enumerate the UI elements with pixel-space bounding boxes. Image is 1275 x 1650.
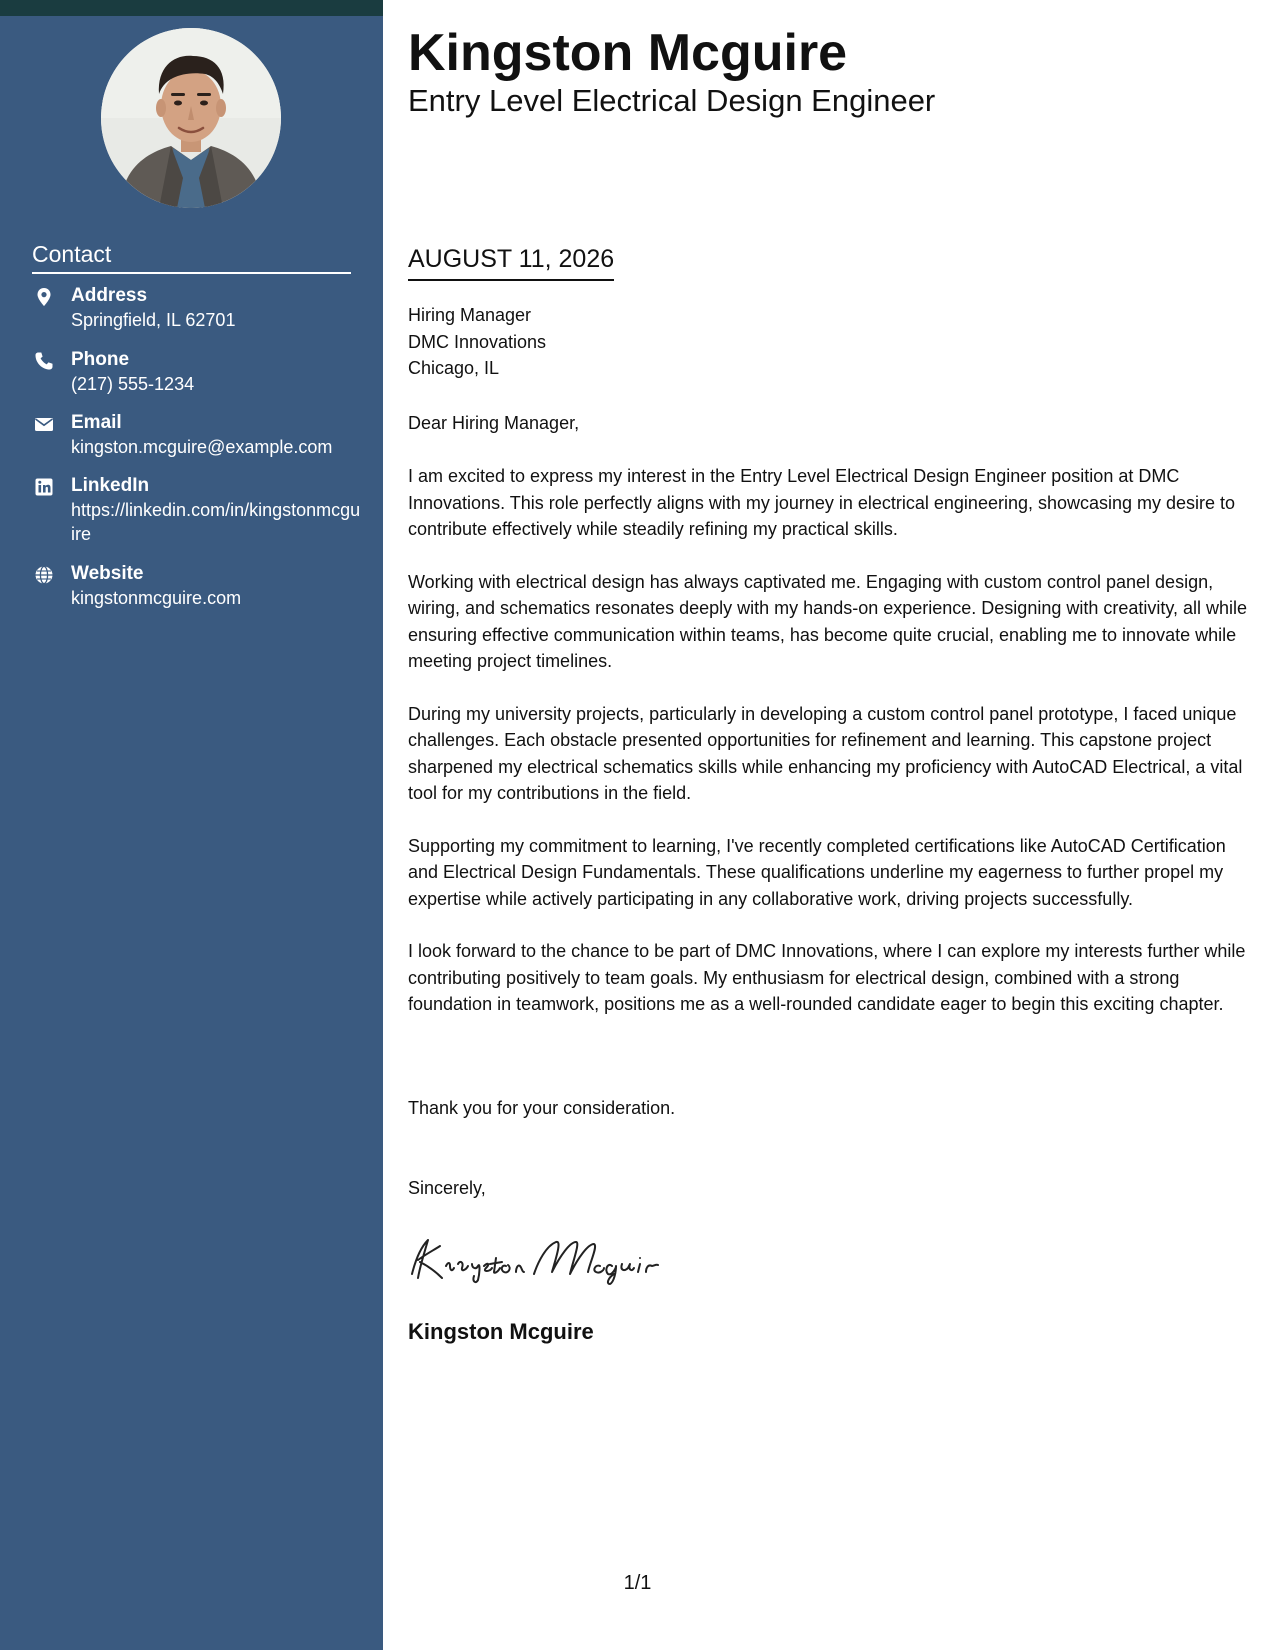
contact-value-address: Springfield, IL 62701: [71, 310, 236, 330]
closing-line: Sincerely,: [408, 1178, 486, 1198]
contact-heading: Contact: [32, 240, 351, 274]
contact-value-website[interactable]: kingstonmcguire.com: [71, 588, 242, 608]
letter-body: [408, 463, 1253, 1044]
thanks-line: Thank you for your consideration.: [408, 1098, 676, 1118]
map-pin-icon: [34, 287, 54, 307]
recipient-block: [408, 302, 1253, 382]
recipient-line: Chicago, IL: [408, 358, 500, 378]
body-paragraph: Supporting my commitment to learning, I've recently completed certifications like AutoCAD Certification and Electrical Design Fundamentals. These qualifications underline my eagerness to further propel my expertise while actively participating in any collaborative work, driving projects successfully.: [408, 835, 1226, 909]
avatar: [101, 28, 281, 208]
linkedin-icon: [34, 477, 54, 497]
recipient-line: DMC Innovations: [408, 331, 547, 352]
signer-name: Kingston Mcguire: [408, 1319, 594, 1344]
phone-icon: [34, 351, 54, 371]
contact-value-linkedin[interactable]: https://linkedin.com/in/kingstonmcguire: [71, 500, 361, 544]
recipient-line: Hiring Manager: [408, 305, 532, 325]
contact-label-website: Website: [71, 563, 144, 584]
sidebar-top-bar: [0, 0, 383, 16]
letter-date: AUGUST 11, 2026: [408, 243, 614, 281]
page-number: 1/1: [623, 1572, 652, 1594]
signature-image: [406, 1228, 676, 1286]
contact-value-email: kingston.mcguire@example.com: [71, 437, 333, 457]
body-paragraph: Working with electrical design has always captivated me. Engaging with custom control panel design, wiring, and schematics resonates deeply with my hands-on experience. Designing with creativity, all while ensuring effective communication within teams, has become quite crucial, enabling me to innovate while meeting project timelines.: [408, 571, 1248, 671]
sidebar: [0, 0, 383, 1650]
contact-label-email: Email: [71, 412, 122, 433]
applicant-role: Entry Level Electrical Design Engineer: [408, 83, 936, 118]
contact-label-linkedin: LinkedIn: [71, 475, 150, 496]
globe-icon: [34, 565, 54, 585]
contact-label-phone: Phone: [71, 349, 130, 370]
salutation: Dear Hiring Manager,: [408, 413, 580, 433]
body-paragraph: During my university projects, particularly in developing a custom control panel prototype, I faced unique challenges. Each obstacle presented opportunities for refinement and learning. This capstone project sharpened my electrical schematics skills while enhancing my proficiency with AutoCAD Electrical, a vital tool for my contributions in the field.: [408, 703, 1243, 803]
body-paragraph: I am excited to express my interest in the Entry Level Electrical Design Engineer position at DMC Innovations. This role perfectly aligns with my journey in electrical engineering, showcasing my desire to contribute effectively while steadily refining my practical skills.: [408, 466, 1236, 539]
applicant-name: Kingston Mcguire: [408, 24, 848, 82]
envelope-icon: [34, 414, 54, 434]
contact-label-address: Address: [71, 285, 148, 306]
contact-value-phone: (217) 555-1234: [71, 374, 195, 394]
body-paragraph: I look forward to the chance to be part of DMC Innovations, where I can explore my interests further while contributing positively to team goals. My enthusiasm for electrical design, combined with a strong foundation in teamwork, positions me as a well-rounded candidate eager to begin this exciting chapter.: [408, 941, 1246, 1014]
